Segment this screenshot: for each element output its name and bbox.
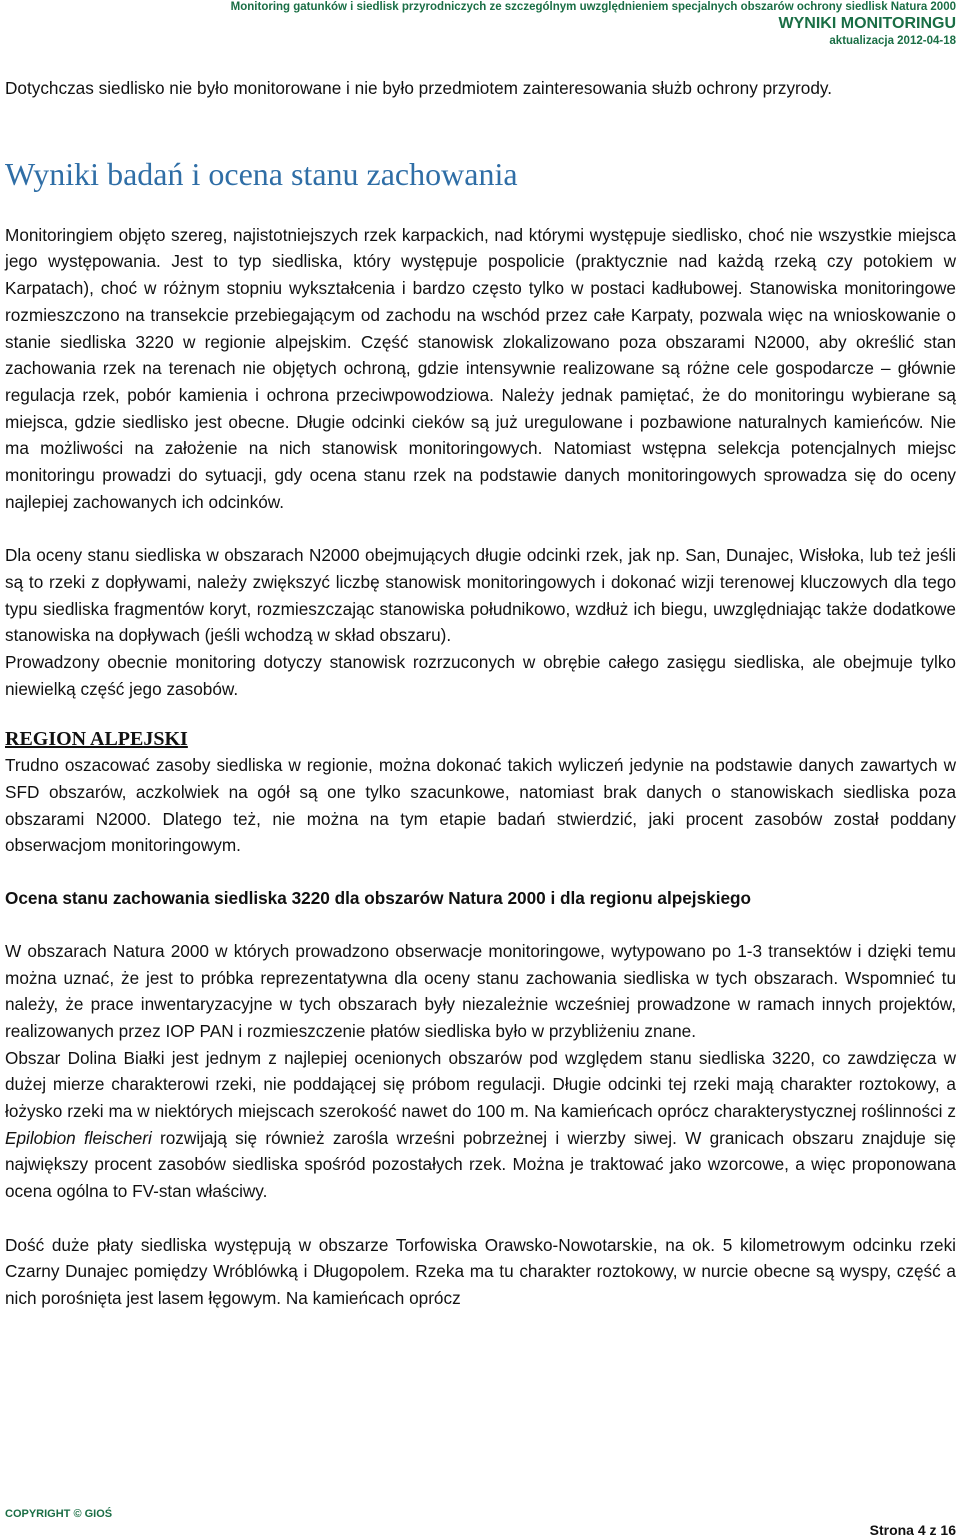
copyright-notice: COPYRIGHT © GIOŚ [5, 1508, 113, 1520]
region-paragraph: Trudno oszacować zasoby siedliska w regionie, można dokonać takich wyliczeń jedynie na podstawie danych zawartych w SFD obszarów, aczkolwiek na ogół są one tylko szacunkowe, natomiast brak danych o stanowiskach siedliska poza obszarami N2000. Dlatego też, nie można na tym etapie badań stwierdzić, jaki procent zasobów został poddany obserwacjom monitoringowym. [5, 755, 956, 856]
intro-paragraph: Dotychczas siedlisko nie było monitorowane i nie było przedmiotem zainteresowania służb ochrony przyrody. [5, 78, 832, 98]
species-name: Epilobion fleischeri [5, 1127, 152, 1148]
torfowiska-paragraph: Dość duże płaty siedliska występują w obszarze Torfowiska Orawsko-Nowotarskie, na ok. 5 kilometrowym odcinku rzeki Czarny Dunajec pomiędzy Wróblówką i Długopolem. Rzeka ma tu charakter roztokowy, w nurcie obecne są wyspy, część a nich porośnięta jest lasem łęgowym. Na kamieńcach oprócz [5, 1234, 956, 1308]
bialka-paragraph [5, 1045, 956, 1205]
bialka-text-a: Obszar Dolina Białki jest jednym z najlepiej ocenionych obszarów pod względem stanu siedliska 3220, co zawdzięcza w dużej mierze charakterowi rzeki, nie poddającej się próbom regulacji. Długie odcinki tej rzeki mają charakter roztokowy, a łożysko rzeki ma w niektórych miejscach szerokość nawet do 100 m. Na kamieńcach oprócz charakterystycznej roślinności z [5, 1047, 956, 1122]
header-section-title: WYNIKI MONITORINGU [778, 15, 956, 33]
document-body [5, 73, 956, 1312]
current-monitoring-paragraph: Prowadzony obecnie monitoring dotyczy stanowisk rozrzuconych w obrębie całego zasięgu siedliska, ale obejmuje tylko niewielką część jego zasobów. [5, 651, 956, 699]
header-project-title: Monitoring gatunków i siedlisk przyrodniczych ze szczególnym uwzględnieniem specjalnych obszarów ochrony siedlisk Natura 2000 [230, 1, 956, 13]
section-heading: Wyniki badań i ocena stanu zachowania [5, 155, 518, 192]
assessment-heading: Ocena stanu zachowania siedliska 3220 dla obszarów Natura 2000 i dla regionu alpejskiego [5, 888, 752, 909]
page-number: Strona 4 z 16 [869, 1522, 956, 1538]
region-heading: REGION ALPEJSKI [5, 728, 188, 751]
results-paragraph: Monitoringiem objęto szereg, najistotniejszych rzek karpackich, nad którymi występuje siedlisko, choć nie wszystkie miejsca jego występowania. Jest to typ siedliska, który występuje pospolicie (praktycznie nad każdą rzeką czy potokiem w Karpatach), choć w różnym stopniu wykształcenia i bardzo często tylko w postaci kadłubowej. Stanowiska monitoringowe rozmieszczono na transekcie przebiegającym od zachodu na wschód przez całe Karpaty, pozwala więc na wnioskowanie o stanie siedliska 3220 w regionie alpejskim. Część stanowisk zlokalizowano poza obszarami N2000, aby określić stan zachowania rzek na terenach nie objętych ochroną, gdzie intensywnie realizowane są różne cele gospodarcze – głównie regulacja rzek, pobór kamienia i ochrona przeciwpowodziowa. Należy jednak pamiętać, że do monitoringu wybierane są miejsca, gdzie siedlisko jest obecne. Długie odcinki cieków są już uregulowane i pozbawione naturalnych kamieńców. Nie ma możliwości na założenie na nich stanowisk monitoringowych. Natomiast wstępna selekcja potencjalnych miejsc monitoringu prowadzi do sytuacji, gdy ocena stanu rzek na podstawie danych monitoringowych sprowadza się do oceny najlepiej zachowanych ich odcinków. [5, 224, 956, 512]
n2000-assessment-paragraph: Dla oceny stanu siedliska w obszarach N2000 obejmujących długie odcinki rzek, jak np. San, Dunajec, Wisłoka, lub też jeśli są to rzeki z dopływami, należy zwiększyć liczbę stanowisk monitoringowych i dokonać wizji terenowej kluczowych dla tego typu siedliska fragmentów koryt, rozmieszczając stanowiska południkowo, wzdłuż ich biegu, uwzględniając także dodatkowe stanowiska na dopływach (jeśli wchodzą w skład obszaru). [5, 545, 956, 646]
natura-sites-paragraph: W obszarach Natura 2000 w których prowadzono obserwacje monitoringowe, wytypowano po 1-3 transektów i dzięki temu można uznać, że jest to próbka reprezentatywna dla oceny stanu zachowania siedliska w tych obszarach. Wspomnieć tu należy, że prace inwentaryzacyjne w tych obszarach były niezależnie wcześniej prowadzone w ramach innych projektów, realizowanych przez IOP PAN i rozmieszczenie płatów siedliska było w przybliżeniu znane. [5, 940, 956, 1041]
page-header [231, 0, 956, 49]
bialka-text-b: rozwijają się również zarośla wrześni pobrzeżnej i wierzby siwej. W granicach obszaru znajduje się największy procent zasobów siedliska spośród pozostałych rzek. Można je traktować jako wzorcowe, a więc proponowana ocena ogólna to FV-stan właściwy. [5, 1127, 956, 1202]
header-update-date: aktualizacja 2012-04-18 [829, 35, 956, 48]
